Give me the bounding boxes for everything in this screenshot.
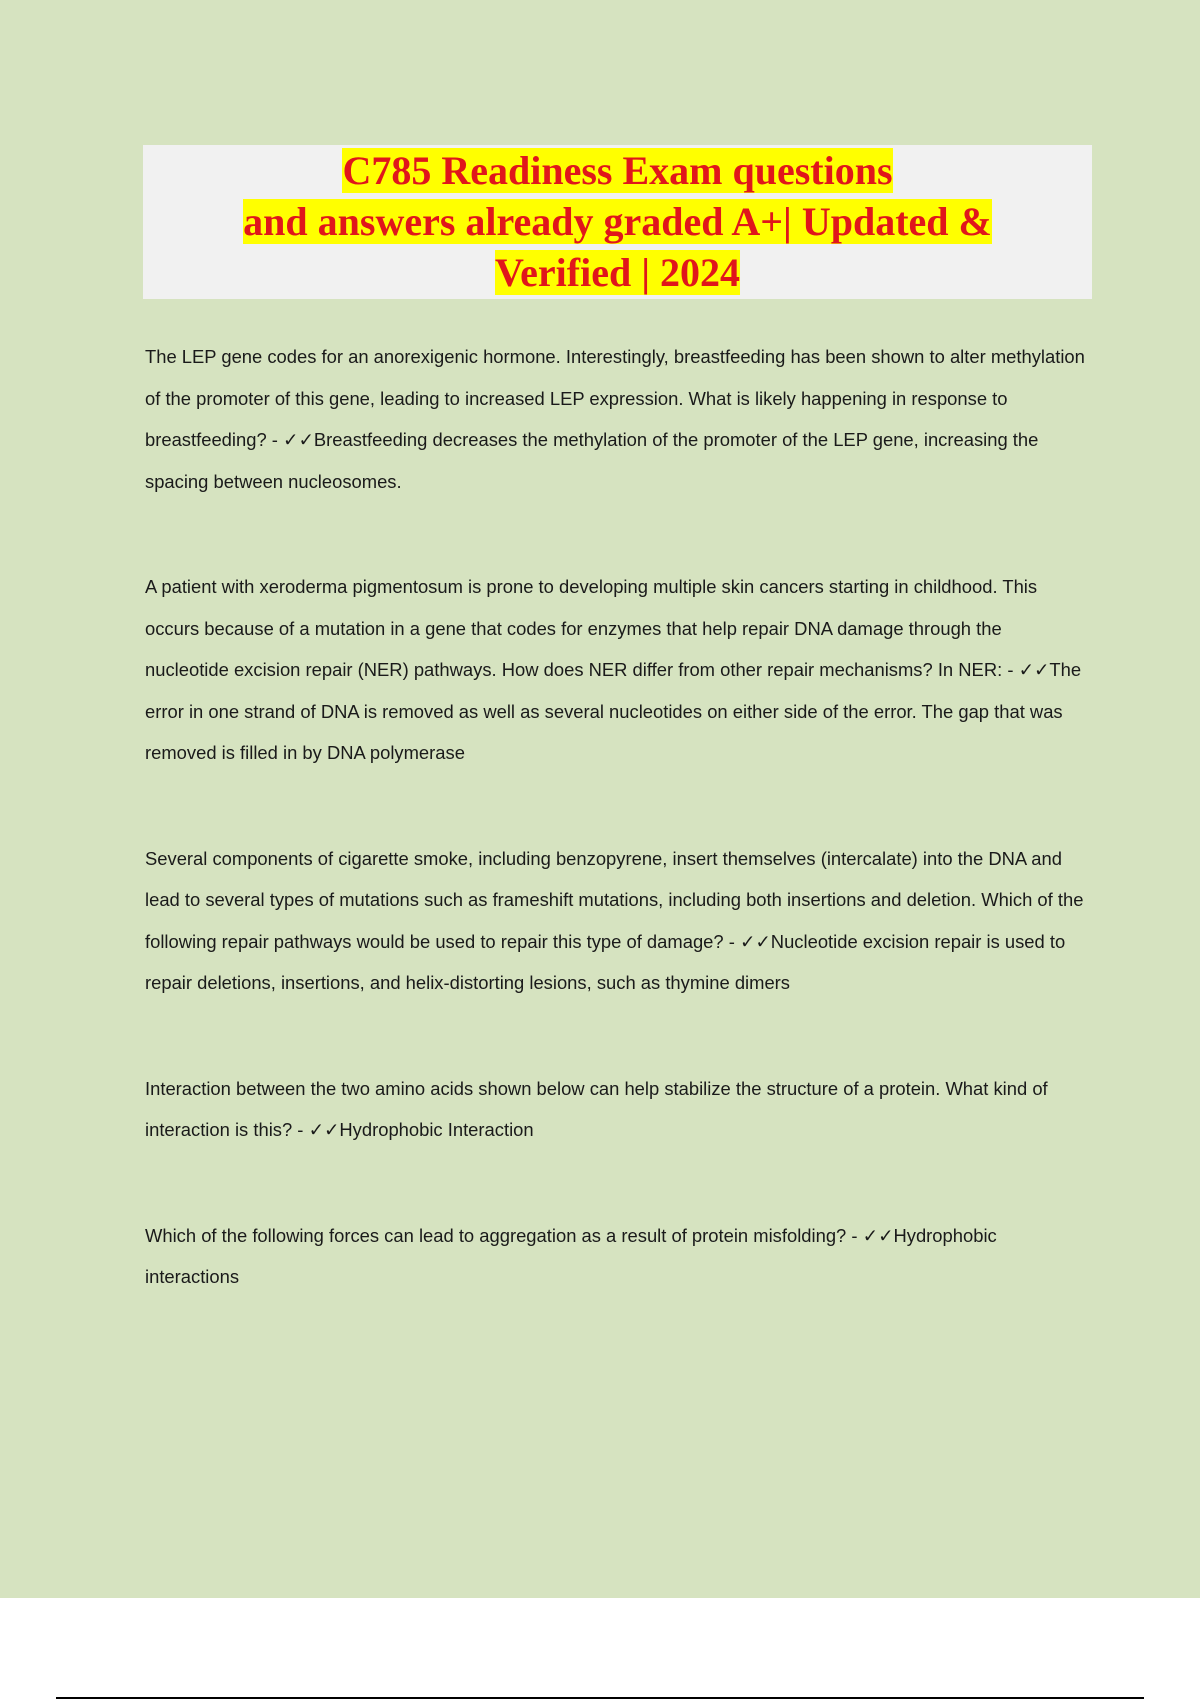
question-text: Several components of cigarette smoke, including benzopyrene, insert themselves (intercalate) into the DNA and lead to several types of mutations such as frameshift mutations, including both insertions and deletion. Which of the following repair pathways would be used to repair this type of damage? - [145, 847, 1084, 952]
qa-item-1 [145, 336, 1090, 502]
answer-text: ✓✓Breastfeeding decreases the methylation of the promoter of the LEP gene, increasing the spacing between nucleosomes. [145, 429, 1039, 492]
title-line [143, 196, 1092, 247]
title-line-3: Verified | 2024 [494, 250, 741, 295]
qa-item-2 [145, 566, 1090, 774]
title-line [143, 145, 1092, 196]
qa-item-4 [145, 1068, 1090, 1151]
title-line [143, 247, 1092, 298]
question-text: Interaction between the two amino acids shown below can help stabilize the structure of a protein. What kind of interaction is this? - [145, 1077, 1048, 1140]
answer-text: ✓✓Hydrophobic Interaction [308, 1119, 534, 1140]
question-text: A patient with xeroderma pigmentosum is prone to developing multiple skin cancers starting in childhood. This occurs because of a mutation in a gene that codes for enzymes that help repair DNA damage through the nucleotide excision repair (NER) pathways. How does NER differ from other repair mechanisms? In NER: - [145, 576, 1038, 680]
answer-text: ✓✓Nucleotide excision repair is used to repair deletions, insertions, and helix-distorting lesions, such as thymine dimers [145, 930, 1066, 993]
question-text: Which of the following forces can lead to aggregation as a result of protein misfolding? - [145, 1224, 858, 1246]
answer-text: ✓✓The error in one strand of DNA is removed as well as several nucleotides on either side of the error. The gap that was removed is filled in by DNA polymerase [145, 659, 1082, 763]
title-line-2: and answers already graded A+| Updated & [243, 199, 992, 244]
footer-divider [56, 1697, 1144, 1699]
qa-list [145, 336, 1090, 1298]
question-text: The LEP gene codes for an anorexigenic hormone. Interestingly, breastfeeding has been shown to alter methylation of the promoter of this gene, leading to increased LEP expression. What is likely happening in response to breastfeeding? - [145, 346, 1085, 450]
qa-item-5 [145, 1215, 1090, 1298]
qa-item-3 [145, 838, 1090, 1004]
answer-text: ✓✓Hydrophobic interactions [145, 1224, 997, 1287]
title-box [143, 145, 1092, 299]
title-line-1: C785 Readiness Exam questions [342, 148, 893, 193]
